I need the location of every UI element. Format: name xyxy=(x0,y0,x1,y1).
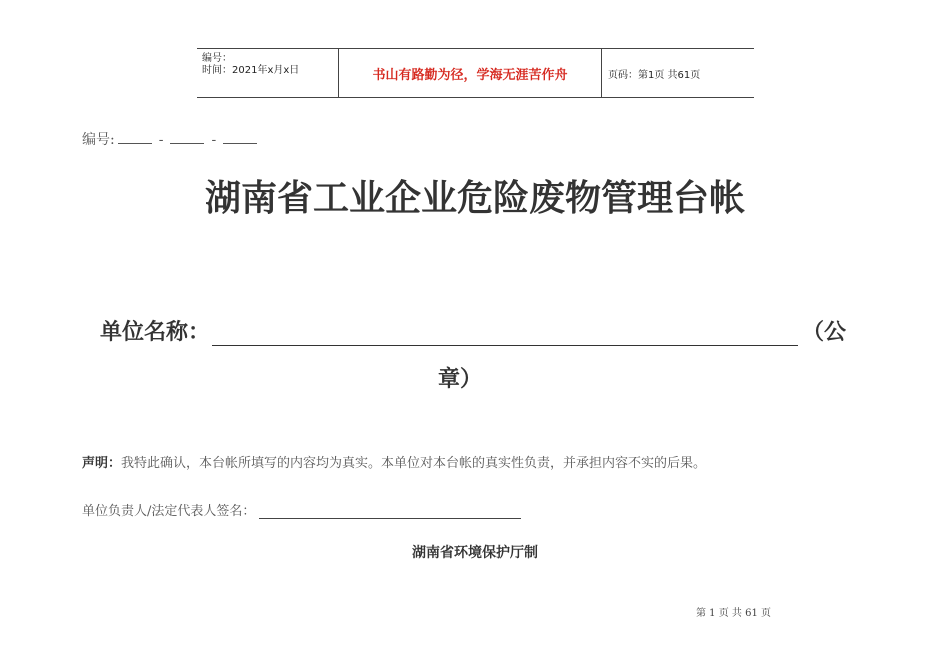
header-meta-cell xyxy=(197,49,338,97)
declaration-text: 我特此确认，本台帐所填写的内容均为真实。本单位对本台帐的真实性负责，并承担内容不实的后果。 xyxy=(121,456,707,471)
unit-name-label: 单位名称： xyxy=(100,320,211,345)
serial-separator-1: - xyxy=(158,132,164,148)
serial-label: 编号: xyxy=(82,132,115,148)
declaration-lead: 声明： xyxy=(82,456,122,471)
page-header-table xyxy=(197,48,754,98)
signature-line xyxy=(82,500,521,519)
header-page-info: 页码：第1页 共61页 xyxy=(608,69,701,81)
declaration xyxy=(82,452,706,471)
seal-note-open: （公 xyxy=(802,320,847,345)
footer-page-number: 第 1 页 共 61 页 xyxy=(696,608,771,619)
header-time-label: 时间：2021年x月x日 xyxy=(202,65,300,76)
serial-blank-3 xyxy=(223,131,257,144)
header-code-label: 编号： xyxy=(202,53,232,64)
document-title: 湖南省工业企业危险废物管理台帐 xyxy=(204,178,745,219)
signature-blank xyxy=(259,504,521,519)
unit-name-blank xyxy=(212,321,798,346)
seal-note-close: 章） xyxy=(437,367,482,392)
issuer: 湖南省环境保护厅制 xyxy=(412,545,538,561)
serial-number-line xyxy=(82,129,260,149)
serial-separator-2: - xyxy=(211,132,217,148)
header-motto: 书山有路勤为径，学海无涯苦作舟 xyxy=(338,49,602,97)
unit-name-line xyxy=(100,315,846,346)
signature-label: 单位负责人/法定代表人签名： xyxy=(82,504,256,519)
serial-blank-1 xyxy=(118,131,152,144)
serial-blank-2 xyxy=(170,131,204,144)
